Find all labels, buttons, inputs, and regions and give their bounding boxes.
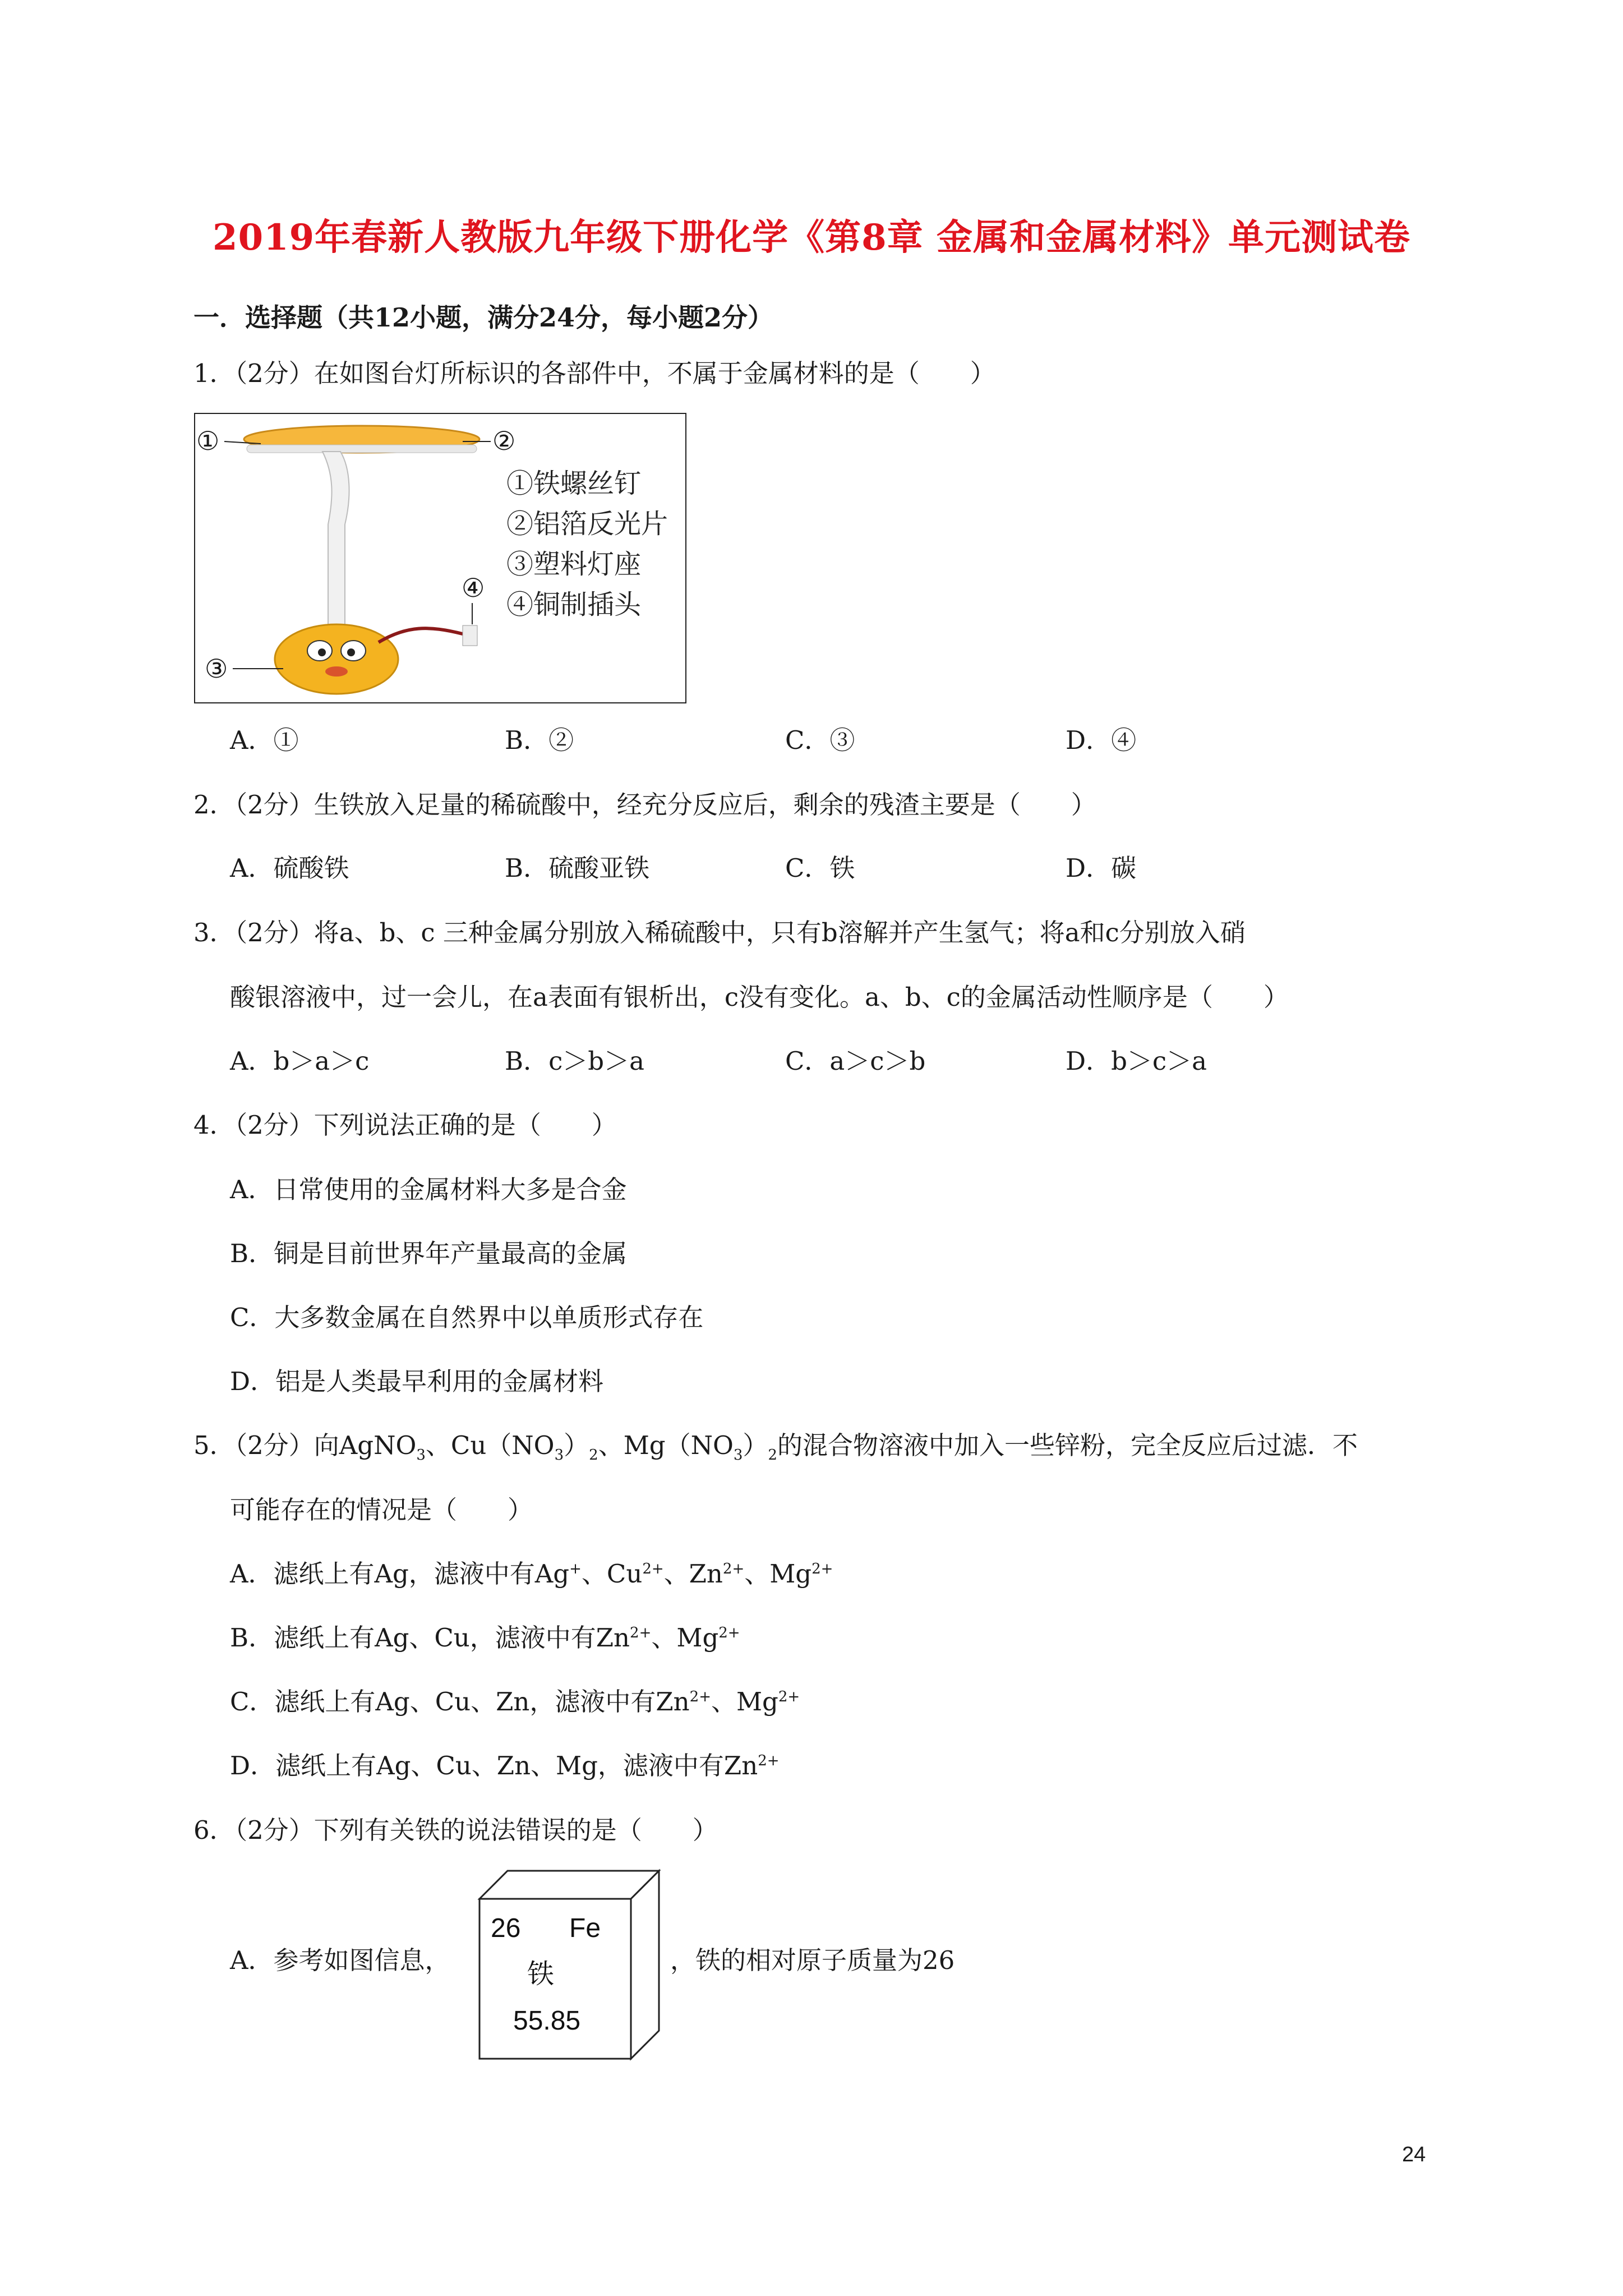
q3-option-b: B．c＞b＞a (505, 1046, 644, 1076)
question-3-stem-line-1: 3．（2分）将a、b、c 三种金属分别放入稀硫酸中，只有b溶解并产生氢气；将a和c分别放入硝 (193, 918, 1246, 947)
element-name: 铁 (527, 1959, 555, 1989)
marker-3: ③ (205, 654, 228, 684)
marker-2: ② (492, 426, 516, 456)
q3-option-d: D．b＞c＞a (1066, 1046, 1207, 1076)
question-5-stem-line-2: 可能存在的情况是（ ） (230, 1495, 533, 1525)
q6-option-a-after: ，铁的相对原子质量为26 (670, 1945, 955, 1975)
q1-option-a: A．① (230, 725, 299, 755)
q3-option-a: A．b＞a＞c (230, 1046, 370, 1076)
legend-copper-plug: ④铜制插头 (506, 590, 642, 620)
question-3-stem-line-2: 酸银溶液中，过一会儿，在a表面有银析出，c没有变化。a、b、c的金属活动性顺序是（ ） (230, 982, 1289, 1012)
q6-option-a-before: A．参考如图信息， (230, 1945, 450, 1975)
element-symbol: Fe (569, 1913, 601, 1943)
legend-iron-screw: ①铁螺丝钉 (506, 469, 642, 499)
q4-option-d: D．铝是人类最早利用的金属材料 (230, 1366, 604, 1396)
q2-option-d: D．碳 (1066, 853, 1137, 883)
q2-option-a: A．硫酸铁 (230, 853, 349, 883)
legend-plastic-base: ③塑料灯座 (506, 550, 642, 579)
iron-element-card (474, 1868, 665, 2062)
section-heading: 一．选择题（共12小题，满分24分，每小题2分） (193, 302, 774, 333)
q5-option-b: B．滤纸上有Ag、Cu，滤液中有$Zn^{2+}$、$Mg^{2+}$ (230, 1623, 740, 1653)
q1-option-d: D．④ (1066, 725, 1137, 755)
legend-aluminum-reflector: ②铝箔反光片 (506, 509, 668, 539)
marker-1: ① (196, 426, 220, 456)
desk-lamp-figure (193, 412, 687, 704)
question-2-stem: 2．（2分）生铁放入足量的稀硫酸中，经充分反应后，剩余的残渣主要是（ ） (193, 790, 1096, 820)
marker-4: ④ (462, 573, 485, 603)
q1-option-c: C．③ (785, 725, 855, 755)
question-4-stem: 4．（2分）下列说法正确的是（ ） (193, 1110, 617, 1140)
q5-option-a: A．滤纸上有Ag，滤液中有Ag+、$Cu^{2+}$、$Zn^{2+}$、$Mg^{2+}$ (230, 1559, 833, 1589)
question-6-stem: 6．（2分）下列有关铁的说法错误的是（ ） (193, 1815, 718, 1845)
document-title: 2019年春新人教版九年级下册化学《第8章 金属和金属材料》单元测试卷 (213, 217, 1410, 259)
page-number: 24 (1402, 2143, 1426, 2166)
q5-option-c: C．滤纸上有Ag、Cu、Zn，滤液中有$Zn^{2+}$、$Mg^{2+}$ (230, 1687, 800, 1717)
q2-option-c: C．铁 (785, 853, 855, 883)
question-1-stem: 1．（2分）在如图台灯所标识的各部件中，不属于金属材料的是（ ） (193, 358, 995, 388)
q4-option-a: A．日常使用的金属材料大多是合金 (230, 1175, 627, 1204)
atomic-number: 26 (491, 1913, 521, 1943)
q3-option-c: C．a＞c＞b (785, 1046, 926, 1076)
q4-option-c: C．大多数金属在自然界中以单质形式存在 (230, 1303, 704, 1332)
q5-option-d: D．滤纸上有Ag、Cu、Zn、Mg，滤液中有$Zn^{2+}$ (230, 1751, 780, 1780)
question-5-stem-line-1: 5．（2分）向AgNO$_3$、$Cu(NO_3)_2$、$Mg(NO_3)_2$的混合物溶液中加入一些锌粉，完全反应后过滤．不 (193, 1430, 1358, 1464)
atomic-mass: 55.85 (513, 2006, 581, 2036)
q2-option-b: B．硫酸亚铁 (505, 853, 650, 883)
q1-option-b: B．② (505, 725, 574, 755)
q4-option-b: B．铜是目前世界年产量最高的金属 (230, 1239, 628, 1268)
